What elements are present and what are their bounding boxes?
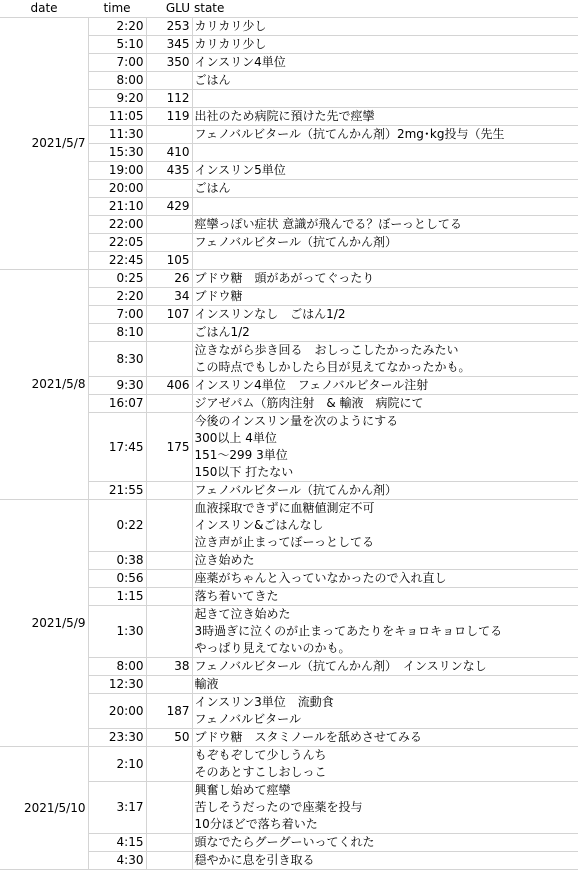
glu-cell[interactable]: 119 [146, 108, 192, 126]
state-line: インスリンなし ごはん1/2 [194, 307, 346, 321]
time-cell[interactable]: 16:07 [88, 395, 146, 413]
state-line: 興奮し始めて痙攣 [194, 783, 291, 797]
time-cell[interactable]: 23:30 [88, 729, 146, 747]
state-cell[interactable] [192, 90, 578, 108]
glu-cell[interactable] [146, 570, 192, 588]
state-cell[interactable] [192, 108, 578, 126]
state-line: カリカリ少し [194, 37, 267, 51]
time-cell[interactable]: 4:30 [88, 852, 146, 870]
date-cell[interactable]: 2021/5/10 [0, 747, 88, 870]
time-cell[interactable]: 21:55 [88, 482, 146, 500]
glu-cell[interactable]: 345 [146, 36, 192, 54]
state-line: インスリン5単位 [194, 163, 286, 177]
time-cell[interactable]: 17:45 [88, 413, 146, 482]
state-line: 穏やかに息を引き取る [194, 853, 315, 867]
header-date[interactable]: date [0, 0, 88, 18]
state-line: ジアゼパム（筋肉注射 & 輸液 病院にて [194, 396, 424, 410]
header-glu[interactable]: GLU [146, 0, 192, 18]
state-cell[interactable] [192, 252, 578, 270]
state-cell[interactable] [192, 395, 578, 413]
state-line: ブドウ糖 [194, 289, 243, 303]
time-cell[interactable]: 4:15 [88, 834, 146, 852]
time-cell[interactable]: 3:17 [88, 782, 146, 834]
state-line: フェノバルビタール（抗てんかん剤） [194, 235, 397, 249]
glu-cell[interactable] [146, 395, 192, 413]
glu-cell[interactable]: 34 [146, 288, 192, 306]
time-cell[interactable]: 2:20 [88, 288, 146, 306]
time-cell[interactable]: 22:00 [88, 216, 146, 234]
state-line: 300以上 4単位 [194, 431, 277, 445]
time-cell[interactable]: 0:25 [88, 270, 146, 288]
state-line: 座薬がちゃんと入っていなかったので入れ直し [194, 571, 447, 585]
glu-cell[interactable]: 410 [146, 144, 192, 162]
state-line: フェノバルビタール（抗てんかん剤）2mg･kg投与（先生 [194, 127, 505, 141]
time-cell[interactable]: 15:30 [88, 144, 146, 162]
state-cell[interactable] [192, 72, 578, 90]
state-cell[interactable] [192, 288, 578, 306]
state-cell[interactable] [192, 342, 578, 377]
glu-cell[interactable]: 350 [146, 54, 192, 72]
time-cell[interactable]: 0:22 [88, 500, 146, 552]
glu-cell[interactable] [146, 588, 192, 606]
state-line: 輸液 [194, 677, 219, 691]
state-line: 泣き始めた [194, 553, 255, 567]
time-cell[interactable]: 9:30 [88, 377, 146, 395]
state-cell[interactable] [192, 54, 578, 72]
state-line: 痙攣っぽい症状 意識が飛んでる？ぼーっとしてる [194, 217, 462, 231]
date-cell[interactable]: 2021/5/7 [0, 18, 88, 270]
state-line: この時点でもしかしたら目が見えてなかったかも。 [194, 360, 471, 374]
glu-cell[interactable] [146, 852, 192, 870]
glu-cell[interactable] [146, 180, 192, 198]
time-cell[interactable]: 22:45 [88, 252, 146, 270]
glu-cell[interactable]: 112 [146, 90, 192, 108]
state-line: 10分ほどで落ち着いた [194, 817, 318, 831]
state-line: カリカリ少し [194, 19, 267, 33]
state-cell[interactable] [192, 180, 578, 198]
header-state[interactable]: state [192, 0, 578, 18]
state-cell[interactable] [192, 606, 578, 658]
table-row [0, 270, 578, 288]
state-line: 血液採取できずに血糖値測定不可 [194, 501, 375, 515]
state-cell[interactable] [192, 18, 578, 36]
glu-cell[interactable] [146, 606, 192, 658]
state-cell[interactable] [192, 306, 578, 324]
state-cell[interactable] [192, 658, 578, 676]
state-cell[interactable] [192, 216, 578, 234]
state-line: やっぱり見えてないのかも。 [194, 641, 351, 655]
time-cell[interactable]: 1:15 [88, 588, 146, 606]
glu-cell[interactable] [146, 234, 192, 252]
state-line: ごはん [194, 181, 231, 195]
state-line: インスリン&ごはんなし [194, 518, 324, 532]
state-line: 今後のインスリン量を次のようにする [194, 414, 399, 428]
state-cell[interactable] [192, 482, 578, 500]
time-cell[interactable]: 11:05 [88, 108, 146, 126]
state-cell[interactable] [192, 782, 578, 834]
state-cell[interactable] [192, 729, 578, 747]
state-cell[interactable] [192, 834, 578, 852]
glu-cell[interactable]: 50 [146, 729, 192, 747]
glu-cell[interactable] [146, 342, 192, 377]
time-cell[interactable]: 21:10 [88, 198, 146, 216]
glu-cell[interactable]: 253 [146, 18, 192, 36]
time-cell[interactable]: 20:00 [88, 180, 146, 198]
state-cell[interactable] [192, 162, 578, 180]
state-line: そのあとすこしおしっこ [194, 765, 327, 779]
glu-cell[interactable] [146, 482, 192, 500]
state-line: フェノバルビタール [194, 712, 301, 726]
state-line: 頭なでたらグーグーいってくれた [194, 835, 375, 849]
state-cell[interactable] [192, 377, 578, 395]
state-line [195, 90, 577, 107]
glu-cell[interactable] [146, 500, 192, 552]
date-cell[interactable]: 2021/5/9 [0, 500, 88, 747]
glu-cell[interactable]: 38 [146, 658, 192, 676]
time-cell[interactable]: 7:00 [88, 306, 146, 324]
time-cell[interactable]: 1:30 [88, 606, 146, 658]
time-cell[interactable]: 8:00 [88, 658, 146, 676]
glu-cell[interactable] [146, 126, 192, 144]
state-cell[interactable] [192, 588, 578, 606]
time-cell[interactable]: 5:10 [88, 36, 146, 54]
time-cell[interactable]: 8:30 [88, 342, 146, 377]
state-line: フェノバルビタール（抗てんかん剤） [194, 483, 397, 497]
header-time[interactable]: time [88, 0, 146, 18]
state-cell[interactable] [192, 413, 578, 482]
state-cell[interactable] [192, 552, 578, 570]
glu-cell[interactable] [146, 324, 192, 342]
state-cell[interactable] [192, 324, 578, 342]
time-cell[interactable]: 8:00 [88, 72, 146, 90]
state-line: 151～299 3単位 [194, 448, 288, 462]
time-cell[interactable]: 8:10 [88, 324, 146, 342]
time-cell[interactable]: 0:56 [88, 570, 146, 588]
glu-cell[interactable]: 107 [146, 306, 192, 324]
glu-cell[interactable] [146, 676, 192, 694]
glu-cell[interactable]: 105 [146, 252, 192, 270]
state-line: 苦しそうだったので座薬を投与 [194, 800, 363, 814]
glu-cell[interactable] [146, 834, 192, 852]
state-line: ブドウ糖 スタミノールを舐めさせてみる [194, 730, 422, 744]
log-body [0, 18, 578, 870]
time-cell[interactable]: 0:38 [88, 552, 146, 570]
state-cell[interactable] [192, 676, 578, 694]
date-cell[interactable]: 2021/5/8 [0, 270, 88, 500]
time-cell[interactable]: 11:30 [88, 126, 146, 144]
state-line [195, 252, 577, 269]
state-cell[interactable] [192, 694, 578, 729]
glu-cell[interactable] [146, 216, 192, 234]
glu-cell[interactable] [146, 72, 192, 90]
state-line: 起きて泣き始めた [194, 607, 291, 621]
state-line: ごはん [194, 73, 231, 87]
glu-cell[interactable]: 187 [146, 694, 192, 729]
state-line: 落ち着いてきた [194, 589, 279, 603]
header-row [0, 0, 578, 18]
glu-cell[interactable] [146, 782, 192, 834]
state-cell[interactable] [192, 198, 578, 216]
glu-cell[interactable]: 429 [146, 198, 192, 216]
state-cell[interactable] [192, 570, 578, 588]
state-line [195, 198, 577, 215]
state-line: インスリン4単位 [194, 55, 286, 69]
time-cell[interactable]: 9:20 [88, 90, 146, 108]
time-cell[interactable]: 20:00 [88, 694, 146, 729]
table-row [0, 747, 578, 782]
table-row [0, 18, 578, 36]
state-cell[interactable] [192, 500, 578, 552]
state-cell[interactable] [192, 270, 578, 288]
state-line: 泣きながら歩き回る おしっこしたかったみたい [194, 343, 459, 357]
state-cell[interactable] [192, 36, 578, 54]
glu-cell[interactable]: 406 [146, 377, 192, 395]
glu-cell[interactable]: 26 [146, 270, 192, 288]
state-line: 3時過ぎに泣くのが止まってあたりをキョロキョロしてる [194, 624, 503, 638]
glu-cell[interactable] [146, 552, 192, 570]
state-line: ごはん1/2 [194, 325, 250, 339]
state-line: 泣き声が止まってぼーっとしてる [194, 535, 375, 549]
time-cell[interactable]: 7:00 [88, 54, 146, 72]
state-cell[interactable] [192, 747, 578, 782]
state-line: ブドウ糖 頭があがってぐったり [194, 271, 375, 285]
state-line: 150以下 打たない [194, 465, 294, 479]
time-cell[interactable]: 2:20 [88, 18, 146, 36]
time-cell[interactable]: 12:30 [88, 676, 146, 694]
state-line: フェノバルビタール（抗てんかん剤） インスリンなし [194, 659, 487, 673]
state-line [195, 144, 577, 161]
state-line: インスリン3単位 流動食 [194, 695, 334, 709]
state-line: 出社のため病院に預けた先で痙攣 [194, 109, 375, 123]
state-line: もぞもぞして少しうんち [194, 748, 327, 762]
state-cell[interactable] [192, 126, 578, 144]
glu-cell[interactable]: 435 [146, 162, 192, 180]
state-cell[interactable] [192, 234, 578, 252]
state-cell[interactable] [192, 144, 578, 162]
time-cell[interactable]: 19:00 [88, 162, 146, 180]
time-cell[interactable]: 2:10 [88, 747, 146, 782]
table-row [0, 500, 578, 552]
state-cell[interactable] [192, 852, 578, 870]
glu-cell[interactable]: 175 [146, 413, 192, 482]
glu-cell[interactable] [146, 747, 192, 782]
time-cell[interactable]: 22:05 [88, 234, 146, 252]
state-line: インスリン4単位 フェノバルビタール注射 [194, 378, 429, 392]
